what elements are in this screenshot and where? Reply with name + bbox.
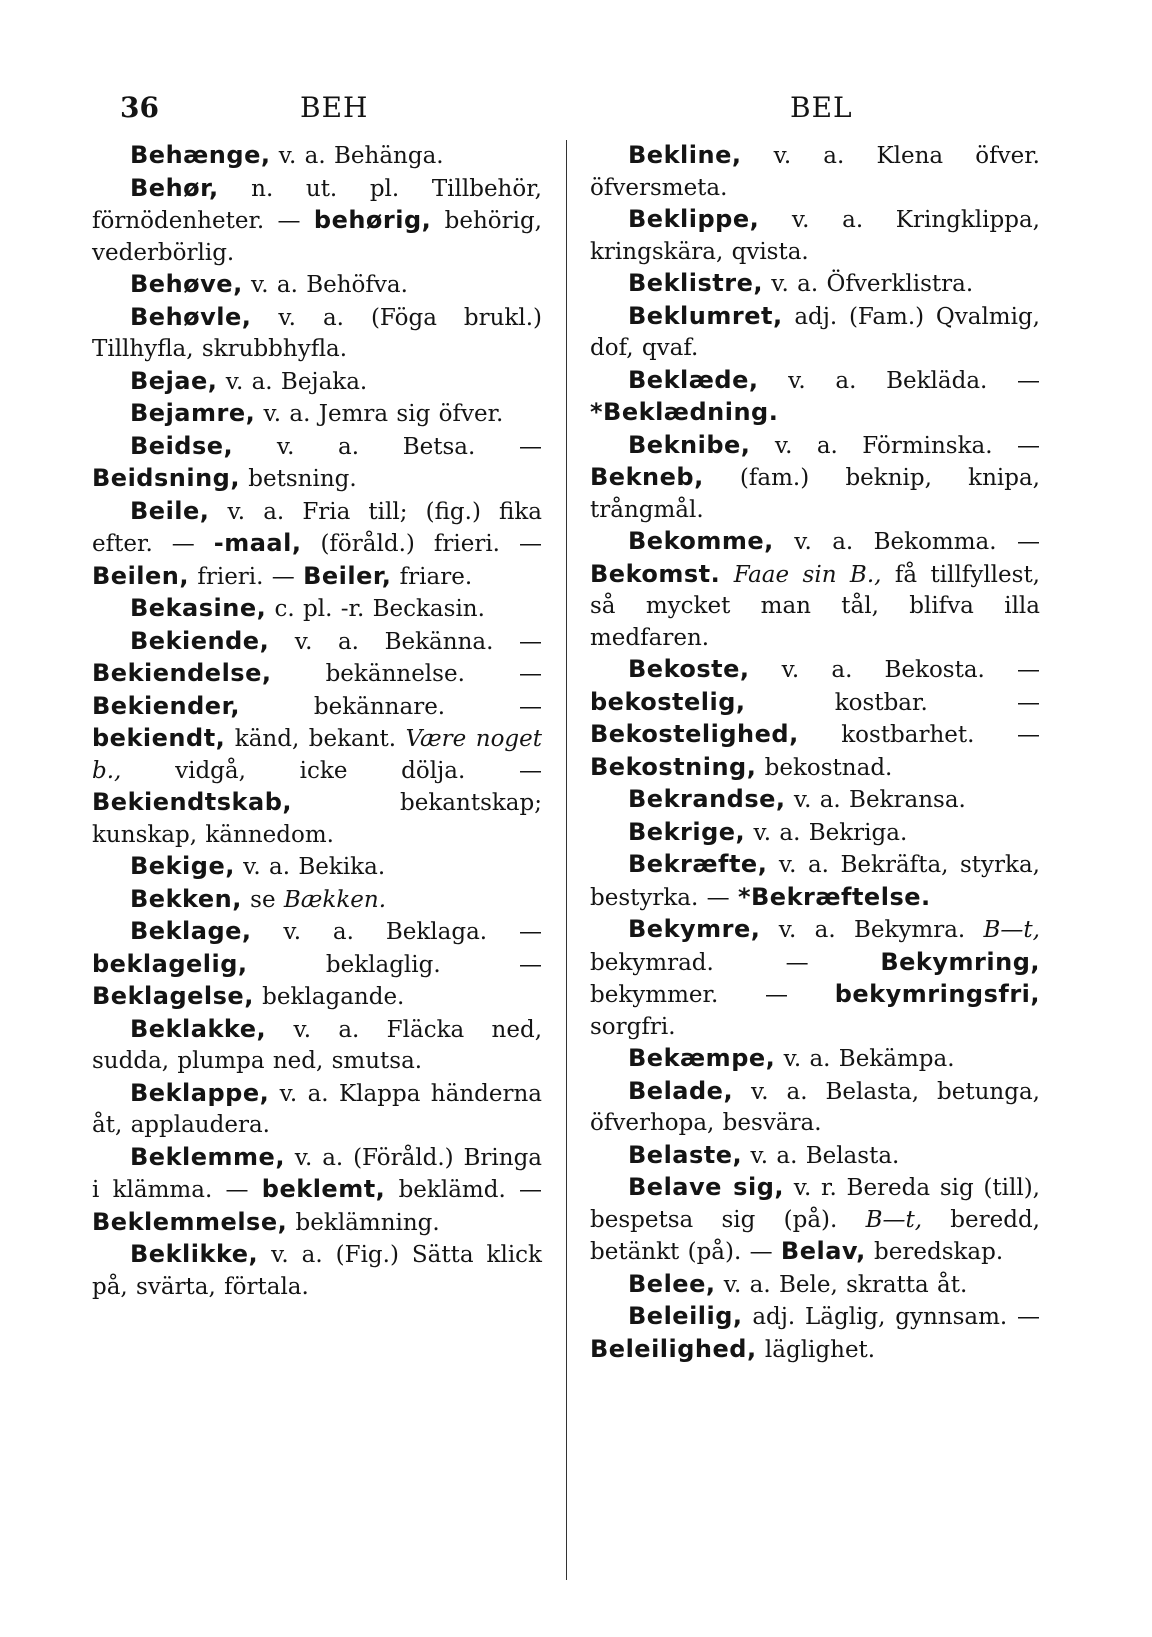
headword: Belaste, <box>628 1140 743 1169</box>
definition-text: bekostnad. <box>756 754 893 781</box>
definition-text: beredd, betänkt (på). — <box>590 1206 1040 1265</box>
dictionary-entry <box>92 884 542 917</box>
headword: Beklemme, <box>130 1142 285 1171</box>
definition-text: v. r. Bereda sig (till), bespetsa sig (på). <box>590 1175 1040 1233</box>
definition-text: betsning. <box>239 466 357 492</box>
definition-text: beklaglig. — <box>247 951 542 978</box>
page-number: 36 <box>120 91 159 124</box>
headword: Bekrige, <box>628 817 746 846</box>
sub-headword: Bekiendelse, <box>92 659 272 687</box>
dictionary-entry <box>590 784 1040 817</box>
headword: Beidse, <box>130 431 234 460</box>
sub-headword: behørig, <box>313 206 432 234</box>
definition-text: v. a. Fria till; (fig.) fika efter. — <box>92 498 542 557</box>
definition-text: v. a. (Föråld.) Bringa i klämma. — <box>92 1144 542 1203</box>
headword: Behøvle, <box>130 302 252 331</box>
headword: Beklakke, <box>130 1014 267 1043</box>
dictionary-entry <box>92 593 542 626</box>
page-header <box>90 88 1065 128</box>
headword: Bekræfte, <box>628 850 768 878</box>
headword: Beile, <box>130 496 210 525</box>
headword: Behænge, <box>130 141 271 169</box>
sub-headword: Bekiendtskab, <box>92 788 293 816</box>
definition-text: v. a. Bekymra. <box>760 917 984 943</box>
definition-text: v. a. Bekosta. — <box>749 657 1040 683</box>
headword: Bekoste, <box>628 655 750 683</box>
headword: Beklippe, <box>628 205 760 233</box>
sub-headword: Bekneb, <box>590 463 704 491</box>
headword: Belee, <box>628 1269 716 1298</box>
definition-text: läglighet. <box>756 1336 876 1363</box>
sub-headword: -maal, <box>213 529 302 557</box>
italic-phrase: Bækken. <box>283 886 387 913</box>
definition-text: sorgfri. <box>590 1013 676 1040</box>
dictionary-entry <box>92 1078 542 1142</box>
headword: Bejae, <box>130 366 218 395</box>
definition-text: v. a. Förminska. — <box>750 432 1040 459</box>
definition-text: känd, bekant. <box>225 726 406 752</box>
sub-headword: Bekymring, <box>880 947 1040 976</box>
definition-text: (föråld.) frieri. — <box>301 531 542 557</box>
dictionary-entry <box>92 140 542 173</box>
definition-text: beklagande. <box>253 984 405 1010</box>
definition-text: v. a. Klappa händerna åt, applaudera. <box>92 1080 542 1138</box>
definition-text: bekännelse. — <box>271 661 542 687</box>
definition-text: bekantskap; kunskap, kännedom. <box>92 790 542 848</box>
dictionary-entry <box>590 1172 1040 1269</box>
definition-text: beredskap. <box>865 1239 1004 1265</box>
headword: Beleilig, <box>628 1302 743 1330</box>
definition-text: v. a. Bekika. <box>234 854 386 880</box>
dictionary-entry <box>92 496 542 594</box>
definition-text: beklämning. <box>287 1209 440 1236</box>
dictionary-entry <box>92 1014 542 1078</box>
definition-text: v. a. Behänga. <box>270 143 444 169</box>
definition-text: v. a. Belasta. <box>742 1142 900 1169</box>
headword: Beklistre, <box>628 269 763 297</box>
dictionary-entry <box>590 140 1040 204</box>
headword: Beklage, <box>130 917 252 945</box>
sub-headword: Beilen, <box>92 561 190 590</box>
definition-text: v. a. Fläcka ned, sudda, plumpa ned, smutsa. <box>92 1016 542 1074</box>
definition-text: beklämd. — <box>385 1177 543 1203</box>
definition-text: v. a. Kringklippa, kringskära, qvista. <box>590 207 1040 265</box>
dictionary-entry <box>92 431 542 496</box>
definition-text: v. a. Bekämpa. <box>775 1046 955 1072</box>
headword: Bekrandse, <box>628 785 786 813</box>
sub-headword: Beidsning, <box>92 464 240 492</box>
dictionary-entry <box>92 851 542 884</box>
definition-text: v. a. Betsa. — <box>233 433 542 460</box>
definition-text: v. a. Bekomma. — <box>773 529 1040 555</box>
dictionary-entry <box>590 268 1040 301</box>
dictionary-entry <box>590 301 1040 365</box>
guide-word-right: BEL <box>790 91 853 124</box>
headword: Beklikke, <box>130 1240 259 1268</box>
dictionary-entry <box>590 817 1040 850</box>
sub-headword: Bekostelighed, <box>590 720 799 748</box>
sub-headword: Bekiender, <box>92 691 241 720</box>
definition-text: c. pl. -r. Beckasin. <box>266 596 485 622</box>
headword: Bekline, <box>628 141 742 169</box>
sub-headword: Bekostning, <box>590 752 757 781</box>
italic-phrase: B—t, <box>865 1206 923 1233</box>
dictionary-entry <box>590 430 1040 527</box>
dictionary-entry <box>92 916 542 1014</box>
definition-text: v. a. (Föga brukl.) Tillhyfla, skrubbhyfla. <box>92 304 542 362</box>
sub-headword: beklemt, <box>261 1175 386 1203</box>
guide-word-left: BEH <box>300 91 369 124</box>
dictionary-entry <box>92 1142 542 1240</box>
definition-text: bekymmer. — <box>590 982 835 1008</box>
headword: Beklæde, <box>628 365 759 394</box>
dictionary-entry <box>590 1140 1040 1173</box>
sub-headword: *Bekræftelse. <box>737 882 931 911</box>
sub-headword: beklagelig, <box>92 949 248 978</box>
headword: Bekige, <box>130 852 235 880</box>
headword: Bekomme, <box>628 527 774 555</box>
definition-text: kostbar. — <box>745 689 1040 716</box>
definition-text: v. a. Bele, skratta åt. <box>715 1271 968 1298</box>
dictionary-entry <box>590 1301 1040 1366</box>
sub-headword: *Beklædning. <box>590 398 779 426</box>
definition-text: v. a. Bekräfta, styrka, bestyrka. — <box>590 852 1040 911</box>
definition-text: v. a. Bekransa. <box>785 787 966 813</box>
sub-headword: Beleilighed, <box>590 1334 757 1363</box>
dictionary-entry <box>590 654 1040 784</box>
definition-text: bekymrad. — <box>590 949 881 976</box>
sub-headword: Beklagelse, <box>92 982 254 1010</box>
definition-text: kostbarhet. — <box>798 722 1040 748</box>
dictionary-entry <box>590 1269 1040 1302</box>
sub-headword: Belav, <box>780 1237 866 1265</box>
definition-text: se <box>241 886 284 913</box>
sub-headword: bekiendt, <box>92 724 226 752</box>
definition-text: v. a. Klena öfver. öfversmeta. <box>590 143 1040 201</box>
headword: Behør, <box>130 173 219 202</box>
headword: Beklappe, <box>130 1078 270 1107</box>
dictionary-entry <box>590 365 1040 430</box>
right-column <box>590 140 1040 1366</box>
italic-phrase: Være noget b., <box>92 726 542 784</box>
definition-text: n. ut. pl. Tillbehör, förnödenheter. — <box>92 175 542 234</box>
sub-headword: bekostelig, <box>590 687 746 716</box>
headword: Bekasine, <box>130 594 267 622</box>
definition-text: v. a. Öfverklistra. <box>762 271 974 297</box>
definition-text: v. a. Belasta, betunga, öfverhopa, besvära. <box>590 1078 1040 1136</box>
definition-text: v. a. Bekänna. — <box>269 628 542 655</box>
dictionary-entry <box>590 1076 1040 1140</box>
headword: Beklumret, <box>628 301 783 330</box>
dictionary-entry <box>590 204 1040 268</box>
definition-text: v. a. Bejaka. <box>217 368 368 395</box>
sub-headword: bekymringsfri, <box>834 980 1040 1008</box>
dictionary-entry <box>92 366 542 399</box>
headword: Bekæmpe, <box>628 1044 776 1072</box>
left-column <box>92 140 542 1303</box>
dictionary-entry <box>92 173 542 270</box>
dictionary-entry <box>92 398 542 431</box>
dictionary-entry <box>590 914 1040 1043</box>
definition-text: v. a. Bekläda. — <box>758 367 1040 394</box>
definition-text: friare. <box>391 563 473 590</box>
definition-text: v. a. Behöfva. <box>242 272 408 298</box>
italic-phrase: B—t, <box>983 917 1040 943</box>
dictionary-entry <box>92 302 542 366</box>
dictionary-entry <box>590 1043 1040 1076</box>
definition-text: bekännare. — <box>240 693 542 720</box>
headword: Bejamre, <box>130 399 256 427</box>
sub-headword: Beiler, <box>303 561 392 590</box>
definition-text: v. a. Bekriga. <box>745 819 908 846</box>
definition-text: v. a. Beklaga. — <box>251 919 542 945</box>
dictionary-entry <box>590 849 1040 914</box>
italic-phrase: Faae sin B., <box>733 561 882 588</box>
sub-headword: Bekomst. <box>590 559 721 588</box>
definition-text: frieri. — <box>189 563 304 590</box>
sub-headword: Beklemmelse, <box>92 1207 288 1236</box>
headword: Belade, <box>628 1076 734 1105</box>
definition-text: (fam.) beknip, knipa, trångmål. <box>590 465 1040 523</box>
dictionary-entry <box>590 526 1040 654</box>
headword: Belave sig, <box>628 1173 784 1201</box>
definition-text: adj. Läglig, gynnsam. — <box>742 1304 1040 1330</box>
headword: Beknibe, <box>628 430 751 459</box>
headword: Behøve, <box>130 270 243 298</box>
dictionary-entry <box>92 626 542 852</box>
definition-text: v. a. Jemra sig öfver. <box>255 401 504 427</box>
definition-text <box>720 562 733 588</box>
definition-text: få tillfyllest, så mycket man tål, blifva illa medfaren. <box>590 561 1040 651</box>
headword: Bekken, <box>130 884 242 913</box>
dictionary-entry <box>92 269 542 302</box>
definition-text: adj. (Fam.) Qvalmig, dof, qvaf. <box>590 303 1040 361</box>
definition-text: vidgå, icke dölja. — <box>121 757 542 784</box>
headword: Bekymre, <box>628 915 761 943</box>
column-divider <box>566 140 567 1580</box>
dictionary-entry <box>92 1239 542 1303</box>
headword: Bekiende, <box>130 626 270 655</box>
definition-text: v. a. (Fig.) Sätta klick på, svärta, förtala. <box>92 1242 542 1300</box>
definition-text: behörig, vederbörlig. <box>92 208 542 266</box>
